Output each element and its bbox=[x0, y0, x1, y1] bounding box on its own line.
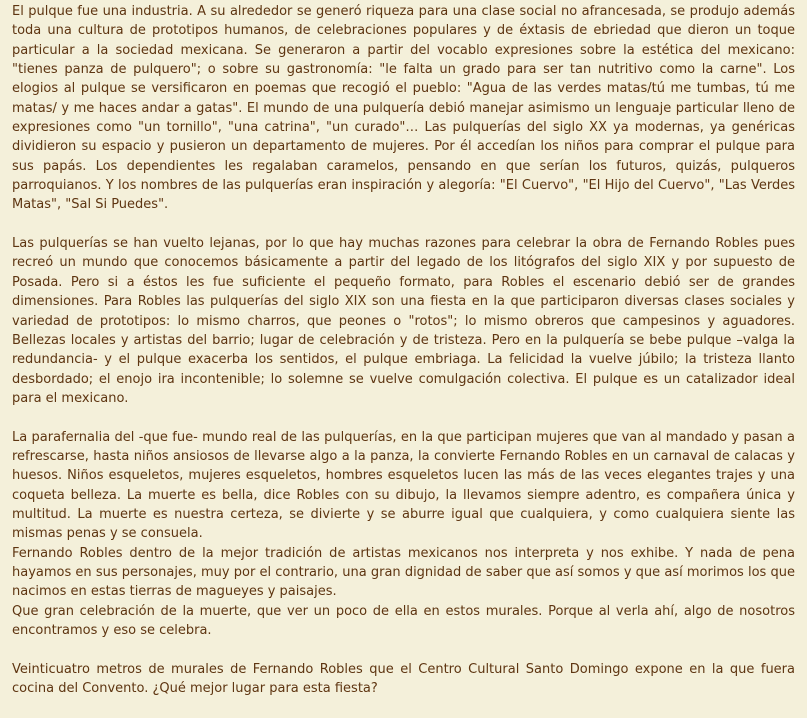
paragraph-celebracion: Que gran celebración de la muerte, que ver un poco de ella en estos murales. Porque al verla ahí, algo de nosotros encontramos y eso se celebra. bbox=[12, 603, 795, 638]
paragraph-murales: Veinticuatro metros de murales de Fernando Robles que el Centro Cultural Santo Domingo expone en la que fuera cocina del Convento. ¿Qué mejor lugar para esta fiesta? bbox=[12, 661, 795, 697]
paragraph-parafernalia: La parafernalia del -que fue- mundo real de las pulquerías, en la que participan mujeres que van al mandado y pasan a refrescarse, hasta niños ansiosos de llevarse algo a la panza, la convierte Fernando Robles en un carnaval de calacas y huesos. Niños esqueletos, mujeres esqueletos, hombres esqueletos lucen las más de las veces elegantes trajes y una coqueta belleza. La muerte es bella, dice Robles con su dibujo, la llevamos siempre adentro, es compañera única y multitud. La muerte es nuestra certeza, se divierte y se aburre igual que cualquiera, y como cualquiera siente las mismas penas y se consuela. bbox=[12, 429, 795, 542]
paragraph-pulquerias-lejanas: Las pulquerías se han vuelto lejanas, por lo que hay muchas razones para celebrar la obra de Fernando Robles pues recreó un mundo que conocemos básicamente a partir del legado de los litógrafos del siglo XIX y por supuesto de Posada. Pero si a éstos les fue suficiente el pequeño formato, para Robles el escenario debió ser de grandes dimensiones. Para Robles las pulquerías del siglo XIX son una fiesta en la que participaron diversas clases sociales y variedad de prototipos: lo mismo charros, que peones o "rotos"; lo mismo obreros que campesinos y aguadores. Bellezas locales y artistas del barrio; lugar de celebración y de tristeza. Pero en la pulquería se bebe pulque –valga la redundancia- y el pulque exacerba los sentidos, el pulque embriaga. La felicidad la vuelve júbilo; la tristeza llanto desbordado; el enojo ira incontenible; lo solemne se vuelve comulgación colectiva. El pulque es un catalizador ideal para el mexicano. bbox=[12, 236, 795, 406]
paragraph-tradicion: Fernando Robles dentro de la mejor tradición de artistas mexicanos nos interpreta y nos exhibe. Y nada de pena hayamos en sus personajes, muy por el contrario, una gran dignidad de saber que así somos y que así morimos los que nacimos en estas tierras de magueyes y paisajes. bbox=[12, 545, 795, 600]
paragraph-pulque-industria: El pulque fue una industria. A su alrededor se generó riqueza para una clase social no afrancesada, se produjo además toda una cultura de prototipos humanos, de celebraciones populares y de éxtasis de ebriedad que dieron un toque particular a la sociedad mexicana. Se generaron a partir del vocablo expresiones sobre la estética del mexicano: "tienes panza de pulquero"; o sobre su gastronomía: "le falta un grado para ser tan nutritivo como la carne". Los elogios al pulque se versificaron en poemas que recogió el pueblo: "Agua de las verdes matas/tú me tumbas, tú me matas/ y me haces andar a gatas". El mundo de una pulquería debió manejar asimismo un lenguaje particular lleno de expresiones como "un tornillo", "una catrina", "un curado"… Las pulquerías del siglo XX ya modernas, ya genéricas dividieron su espacio y pusieron un departamento de mujeres. Por él accedían los niños para comprar el pulque para sus papás. Los dependientes les regalaban caramelos, pensando en que serían los futuros, quizás, pulqueros parroquianos. Y los nombres de las pulquerías eran inspiración y alegoría: "El Cuervo", "El Hijo del Cuervo", "Las Verdes Matas", "Sal Si Puedes". bbox=[12, 4, 795, 213]
